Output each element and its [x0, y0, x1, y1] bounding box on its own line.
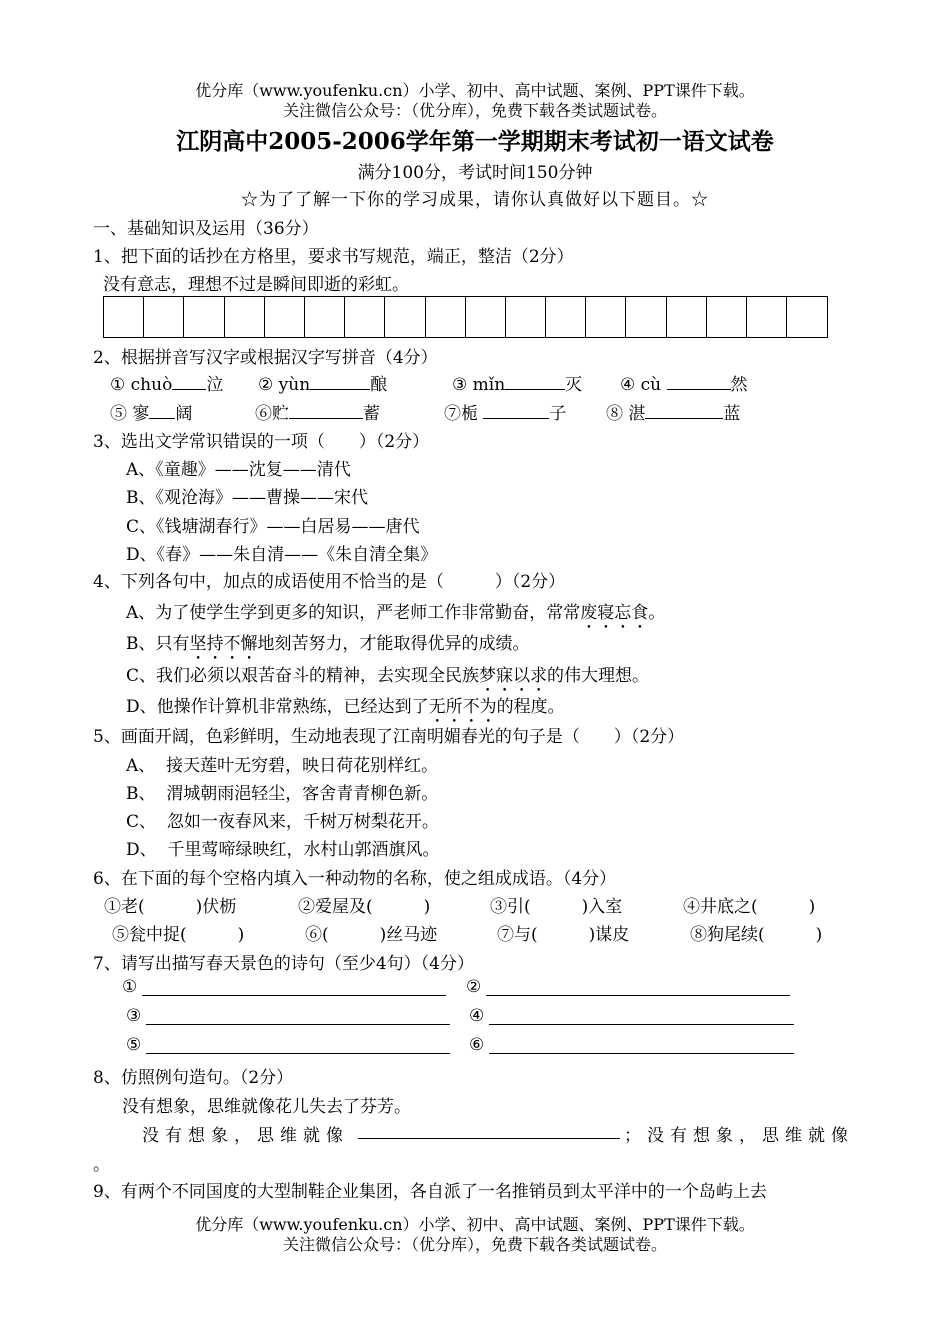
- grid-cell[interactable]: [787, 297, 827, 337]
- question-5-stem: 5、画面开阔，色彩鲜明，生动地表现了江南明媚春光的句子是（ ）（2分）: [93, 727, 685, 747]
- q8-prefix: 没有想象，思维就像: [142, 1126, 349, 1146]
- footer-line-1: 优分库（www.youfenku.cn）小学、初中、高中试题、案例、PPT课件下载。: [195, 1215, 755, 1234]
- q6-item[interactable]: ②爱屋及( ): [298, 897, 431, 917]
- grid-cell[interactable]: [546, 297, 586, 337]
- q7-num: ③: [126, 1006, 142, 1026]
- exam-subtitle: 满分100分，考试时间150分钟: [357, 163, 593, 183]
- q3-option-d[interactable]: D、《春》——朱自清——《朱自清全集》: [126, 545, 438, 565]
- exam-title: 江阴高中2005-2006学年第一学期期末考试初一语文试卷: [176, 128, 774, 155]
- q6-item[interactable]: ③引( )入室: [490, 897, 623, 917]
- answer-line[interactable]: [146, 1052, 450, 1054]
- question-4-stem: 4、下列各句中，加点的成语使用不恰当的是（ ）（2分）: [93, 572, 566, 592]
- answer-line[interactable]: [489, 1023, 794, 1025]
- q2-item-2: ② yùn 酿: [258, 375, 388, 395]
- q3-option-b[interactable]: B、《观沧海》——曹操——宋代: [126, 488, 368, 508]
- footer-line-2: 关注微信公众号：（优分库），免费下载各类试题试卷。: [282, 1235, 667, 1254]
- answer-blank[interactable]: [149, 402, 175, 419]
- grid-cell[interactable]: [506, 297, 546, 337]
- answer-blank[interactable]: [667, 373, 731, 390]
- q7-num: ④: [469, 1006, 485, 1026]
- q8-end: 。: [93, 1155, 110, 1175]
- q6-item[interactable]: ⑤瓮中捉( ): [112, 925, 245, 945]
- q7-num: ⑥: [469, 1035, 485, 1055]
- q4-option-b[interactable]: B、只有坚持不懈地刻苦努力，才能取得优异的成绩。: [126, 634, 530, 654]
- dotted-idiom: 梦寐以求: [479, 666, 548, 686]
- grid-cell[interactable]: [144, 297, 184, 337]
- grid-cell[interactable]: [345, 297, 385, 337]
- question-8-stem: 8、仿照例句造句。（2分）: [93, 1068, 294, 1088]
- q3-option-c[interactable]: C、《钱塘湖春行》——白居易——唐代: [126, 517, 420, 537]
- q4-option-c[interactable]: C、我们必须以艰苦奋斗的精神，去实现全民族梦寐以求的伟大理想。: [126, 666, 650, 686]
- answer-line[interactable]: [489, 1052, 794, 1054]
- answer-blank[interactable]: [172, 373, 206, 390]
- question-2-stem: 2、根据拼音写汉字或根据汉字写拼音（4分）: [93, 348, 438, 368]
- q5-option-a[interactable]: A、 接天莲叶无穷碧，映日荷花别样红。: [126, 756, 439, 776]
- grid-cell[interactable]: [385, 297, 425, 337]
- q2-item-3: ③ mǐn 灭: [452, 375, 583, 395]
- grid-cell[interactable]: [586, 297, 626, 337]
- grid-cell[interactable]: [184, 297, 224, 337]
- answer-line[interactable]: [358, 1137, 620, 1139]
- q7-num: ①: [122, 977, 138, 997]
- grid-cell[interactable]: [626, 297, 666, 337]
- answer-line[interactable]: [142, 994, 446, 996]
- header-line-1: 优分库（www.youfenku.cn）小学、初中、高中试题、案例、PPT课件下载。: [195, 81, 755, 100]
- q6-item[interactable]: ⑧狗尾续( ): [690, 925, 823, 945]
- q2-item-4: ④ cù 然: [620, 375, 748, 395]
- q6-item[interactable]: ①老( )伏枥: [104, 897, 237, 917]
- grid-cell[interactable]: [104, 297, 144, 337]
- q4-option-a[interactable]: A、为了使学生学到更多的知识，严老师工作非常勤奋，常常废寝忘食。: [126, 603, 666, 623]
- q5-option-c[interactable]: C、 忽如一夜春风来，千树万树梨花开。: [126, 812, 439, 832]
- q6-item[interactable]: ⑥( )丝马迹: [305, 925, 438, 945]
- question-6-stem: 6、在下面的每个空格内填入一种动物的名称，使之组成成语。（4分）: [93, 869, 617, 889]
- question-1-sentence: 没有意志，理想不过是瞬间即逝的彩虹。: [103, 275, 409, 295]
- writing-grid[interactable]: [103, 296, 828, 338]
- grid-cell[interactable]: [747, 297, 787, 337]
- grid-cell[interactable]: [707, 297, 747, 337]
- header-line-2: 关注微信公众号：（优分库），免费下载各类试题试卷。: [282, 101, 667, 120]
- answer-blank[interactable]: [310, 373, 370, 390]
- q2-item-6: ⑥贮 蓄: [255, 404, 380, 424]
- q6-item[interactable]: ⑦与( )谋皮: [497, 925, 630, 945]
- grid-cell[interactable]: [667, 297, 707, 337]
- q7-num: ⑤: [126, 1035, 142, 1055]
- answer-line[interactable]: [486, 994, 790, 996]
- q8-example: 没有想象，思维就像花儿失去了芬芳。: [122, 1097, 411, 1117]
- q8-mid: ；没有想象，思维就像: [624, 1126, 854, 1146]
- question-1-stem: 1、把下面的话抄在方格里，要求书写规范，端正，整洁（2分）: [93, 247, 574, 267]
- question-9-stem: 9、有两个不同国度的大型制鞋企业集团，各自派了一名推销员到太平洋中的一个岛屿上去: [93, 1182, 767, 1202]
- q6-item[interactable]: ④井底之( ): [683, 897, 816, 917]
- dotted-idiom: 无所不为: [428, 697, 497, 717]
- answer-line[interactable]: [146, 1023, 450, 1025]
- grid-cell[interactable]: [305, 297, 345, 337]
- q2-item-7: ⑦栀 子: [444, 404, 567, 424]
- exam-note: ☆为了了解一下你的学习成果，请你认真做好以下题目。☆: [241, 190, 709, 210]
- grid-cell[interactable]: [265, 297, 305, 337]
- q5-option-b[interactable]: B、 渭城朝雨浥轻尘，客舍青青柳色新。: [126, 784, 439, 804]
- grid-cell[interactable]: [426, 297, 466, 337]
- section-heading: 一、基础知识及运用（36分）: [93, 219, 319, 239]
- answer-blank[interactable]: [289, 402, 363, 419]
- answer-blank[interactable]: [505, 373, 565, 390]
- answer-blank[interactable]: [483, 402, 549, 419]
- grid-cell[interactable]: [225, 297, 265, 337]
- answer-blank[interactable]: [645, 402, 723, 419]
- q4-option-d[interactable]: D、他操作计算机非常熟练，已经达到了无所不为的程度。: [126, 697, 565, 717]
- q2-item-1: ① chuò 泣: [110, 375, 224, 395]
- q3-option-a[interactable]: A、《童趣》——沈复——清代: [126, 460, 351, 480]
- question-3-stem: 3、选出文学常识错误的一项（ ）（2分）: [93, 432, 430, 452]
- dotted-idiom: 坚持不懈: [189, 634, 258, 654]
- dotted-idiom: 废寝忘食: [580, 603, 649, 623]
- q7-num: ②: [466, 977, 482, 997]
- question-7-stem: 7、请写出描写春天景色的诗句（至少4句）（4分）: [93, 954, 474, 974]
- q5-option-d[interactable]: D、 千里莺啼绿映红，水村山郭酒旗风。: [126, 840, 440, 860]
- q2-item-5: ⑤ 寥 阔: [110, 404, 193, 424]
- grid-cell[interactable]: [466, 297, 506, 337]
- q2-item-8: ⑧ 湛 蓝: [606, 404, 741, 424]
